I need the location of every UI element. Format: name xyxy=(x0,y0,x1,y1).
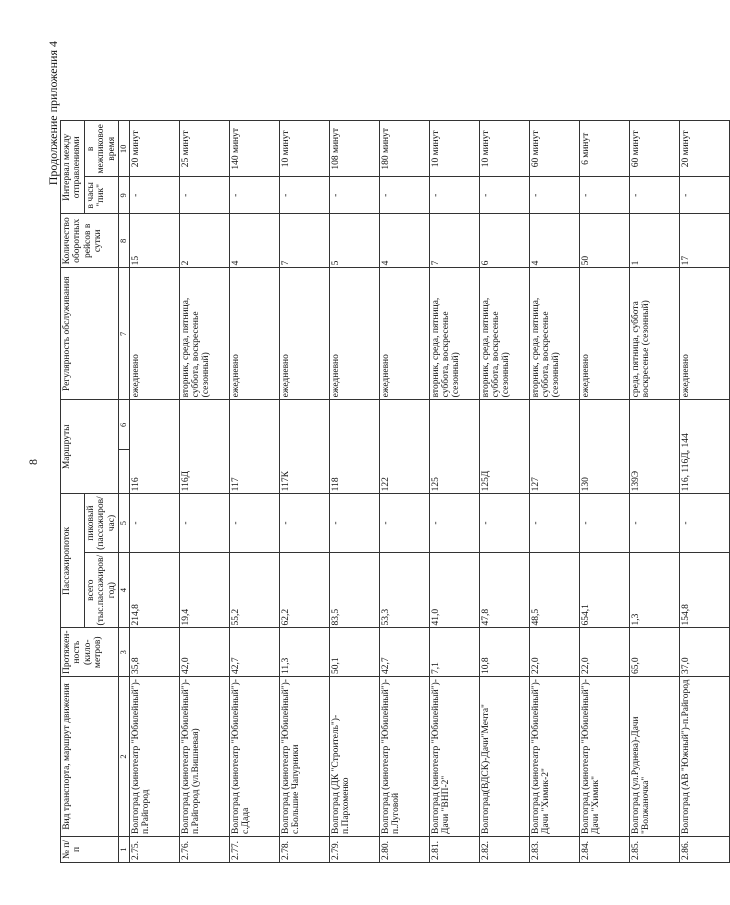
row-route: Волгоград (кинотеатр "Юбилейный")-п.Райгород xyxy=(129,677,179,837)
row-interval-offpeak: 140 минут xyxy=(229,121,279,177)
table-row xyxy=(129,121,179,863)
row-trips: 5 xyxy=(329,214,379,268)
row-route: Волгоград (кинотеатр "Юбилейный")-с.Большие Чапурники xyxy=(279,677,329,837)
row-interval-peak: - xyxy=(129,177,179,214)
row-interval-offpeak: 10 минут xyxy=(479,121,529,177)
row-number: 2.83. xyxy=(529,837,579,863)
col-number: 3 xyxy=(119,628,129,677)
row-regularity: вторник, среда, пятница, суббота, воскресенье (сезонный) xyxy=(429,268,479,400)
row-route: Волгоград (кинотеатр "Юбилейный")-п.Райгород (ул.Вишневая) xyxy=(179,677,229,837)
row-total: 62,2 xyxy=(279,552,329,628)
row-interval-offpeak: 10 минут xyxy=(429,121,479,177)
header-trips: Количество оборотных рейсов в сутки xyxy=(61,214,119,268)
row-length: 42,7 xyxy=(379,628,429,677)
row-total: 53,3 xyxy=(379,552,429,628)
row-routes: 139Э xyxy=(629,400,679,494)
row-length: 65,0 xyxy=(629,628,679,677)
row-route: Волгоград (ул.Руднева)-Дачи "Волжаночка" xyxy=(629,677,679,837)
row-peak: - xyxy=(529,494,579,553)
row-total: 47,8 xyxy=(479,552,529,628)
row-route: Волгоград (кинотеатр "Юбилейный")-Дачи "ВНП-2" xyxy=(429,677,479,837)
row-routes: 116 xyxy=(129,400,179,494)
row-total: 19,4 xyxy=(179,552,229,628)
header-interval-peak: в часы "пик" xyxy=(84,177,118,214)
row-route: Волгоград (кинотеатр "Юбилейный")-п.Луговой xyxy=(379,677,429,837)
row-route: Волгоград (АВ "Южный")-п.Райгород xyxy=(679,677,729,837)
row-interval-offpeak: 180 минут xyxy=(379,121,429,177)
row-peak: - xyxy=(479,494,529,553)
row-length: 7,1 xyxy=(429,628,479,677)
row-number: 2.85. xyxy=(629,837,679,863)
row-number: 2.77. xyxy=(229,837,279,863)
row-peak: - xyxy=(179,494,229,553)
row-interval-peak: - xyxy=(229,177,279,214)
row-number: 2.81. xyxy=(429,837,479,863)
row-peak: - xyxy=(579,494,629,553)
row-trips: 7 xyxy=(429,214,479,268)
row-routes: 125 xyxy=(429,400,479,494)
col-number: 5 xyxy=(119,494,129,553)
table-row xyxy=(629,121,679,863)
col-number: 8 xyxy=(119,214,129,268)
row-interval-peak: - xyxy=(179,177,229,214)
col-number: 9 xyxy=(119,177,129,214)
row-trips: 6 xyxy=(479,214,529,268)
row-route: Волгоград(ВДСК)-Дачи"Мечта" xyxy=(479,677,529,837)
header-interval-offpeak: в межпиковое время xyxy=(84,121,118,177)
col-number xyxy=(119,450,129,494)
header-peak: пиковый (пассажиров/час) xyxy=(84,494,118,553)
row-regularity: ежедневно xyxy=(279,268,329,400)
continuation-title: Продолжение приложения 4 xyxy=(46,41,60,186)
row-routes: 116, 116Д, 144 xyxy=(679,400,729,494)
col-number: 6 xyxy=(119,400,129,450)
header-num: № п/п xyxy=(61,837,119,863)
row-length: 11,3 xyxy=(279,628,329,677)
row-trips: 4 xyxy=(379,214,429,268)
row-trips: 4 xyxy=(229,214,279,268)
page-number: 8 xyxy=(26,459,40,465)
table-row xyxy=(329,121,379,863)
table-body xyxy=(129,121,729,863)
row-number: 2.79. xyxy=(329,837,379,863)
row-routes: 117К xyxy=(279,400,329,494)
table-row xyxy=(529,121,579,863)
col-number: 4 xyxy=(119,552,129,628)
row-routes: 125Д xyxy=(479,400,529,494)
row-total: 154,8 xyxy=(679,552,729,628)
header-total: всего (тыс.пассажиров/год) xyxy=(84,552,118,628)
row-trips: 17 xyxy=(679,214,729,268)
col-number: 2 xyxy=(119,677,129,837)
table-row xyxy=(479,121,529,863)
row-routes: 127 xyxy=(529,400,579,494)
row-length: 35,8 xyxy=(129,628,179,677)
row-length: 37,0 xyxy=(679,628,729,677)
row-interval-offpeak: 25 минут xyxy=(179,121,229,177)
row-length: 42,0 xyxy=(179,628,229,677)
row-trips: 15 xyxy=(129,214,179,268)
row-number: 2.75. xyxy=(129,837,179,863)
row-regularity: ежедневно xyxy=(329,268,379,400)
row-regularity: ежедневно xyxy=(229,268,279,400)
row-interval-offpeak: 60 минут xyxy=(529,121,579,177)
row-routes: 118 xyxy=(329,400,379,494)
row-routes: 116Д xyxy=(179,400,229,494)
col-number: 7 xyxy=(119,268,129,400)
header-length: Протяжен-ность (кило-метров) xyxy=(61,628,119,677)
row-total: 48,5 xyxy=(529,552,579,628)
col-number: 10 xyxy=(119,121,129,177)
row-interval-peak: - xyxy=(329,177,379,214)
row-trips: 1 xyxy=(629,214,679,268)
row-peak: - xyxy=(679,494,729,553)
row-route: Волгоград (кинотеатр "Юбилейный")-с.Дада xyxy=(229,677,279,837)
row-number: 2.76. xyxy=(179,837,229,863)
row-regularity: вторник, среда, пятница, суббота, воскресенье (сезонный) xyxy=(179,268,229,400)
table-row xyxy=(229,121,279,863)
row-regularity: ежедневно xyxy=(679,268,729,400)
row-interval-peak: - xyxy=(429,177,479,214)
row-interval-offpeak: 20 минут xyxy=(129,121,179,177)
row-interval-offpeak: 108 минут xyxy=(329,121,379,177)
row-length: 10,8 xyxy=(479,628,529,677)
header-route: Вид транспорта, маршрут движения xyxy=(61,677,119,837)
row-interval-offpeak: 10 минут xyxy=(279,121,329,177)
row-number: 2.78. xyxy=(279,837,329,863)
table-row xyxy=(179,121,229,863)
col-number: 1 xyxy=(119,837,129,863)
table-row xyxy=(579,121,629,863)
row-interval-peak: - xyxy=(279,177,329,214)
row-regularity: ежедневно xyxy=(379,268,429,400)
row-peak: - xyxy=(329,494,379,553)
routes-table xyxy=(60,120,730,863)
row-interval-peak: - xyxy=(629,177,679,214)
row-length: 22,0 xyxy=(579,628,629,677)
row-interval-peak: - xyxy=(679,177,729,214)
row-route: Волгоград (кинотеатр "Юбилейный")-Дачи "Химик-2" xyxy=(529,677,579,837)
header-passenger-flow: Пассажиропоток xyxy=(61,494,85,628)
row-interval-peak: - xyxy=(379,177,429,214)
row-interval-peak: - xyxy=(479,177,529,214)
row-routes: 122 xyxy=(379,400,429,494)
row-number: 2.86. xyxy=(679,837,729,863)
row-number: 2.82. xyxy=(479,837,529,863)
header-routes: Маршруты xyxy=(61,400,119,494)
row-regularity: среда, пятница, суббота воскресенье (сезонный) xyxy=(629,268,679,400)
row-total: 654,1 xyxy=(579,552,629,628)
row-peak: - xyxy=(629,494,679,553)
row-interval-offpeak: 20 минут xyxy=(679,121,729,177)
row-interval-offpeak: 60 минут xyxy=(629,121,679,177)
header-interval: Интервал между отправлениями xyxy=(61,121,85,214)
table-row xyxy=(679,121,729,863)
row-trips: 7 xyxy=(279,214,329,268)
row-length: 22,0 xyxy=(529,628,579,677)
row-trips: 4 xyxy=(529,214,579,268)
row-regularity: ежедневно xyxy=(129,268,179,400)
row-regularity: ежедневно xyxy=(579,268,629,400)
table-row xyxy=(279,121,329,863)
row-peak: - xyxy=(229,494,279,553)
row-number: 2.80. xyxy=(379,837,429,863)
row-peak: - xyxy=(379,494,429,553)
row-interval-offpeak: 6 минут xyxy=(579,121,629,177)
row-regularity: вторник, среда, пятница, суббота, воскресенье (сезонный) xyxy=(479,268,529,400)
row-length: 42,7 xyxy=(229,628,279,677)
row-total: 55,2 xyxy=(229,552,279,628)
row-number: 2.84. xyxy=(579,837,629,863)
row-interval-peak: - xyxy=(529,177,579,214)
row-route: Волгоград (кинотеатр "Юбилейный")-Дачи "Химик" xyxy=(579,677,629,837)
row-length: 50,1 xyxy=(329,628,379,677)
row-total: 41,0 xyxy=(429,552,479,628)
row-route: Волгоград (ДК "Строитель")-п.Пархоменко xyxy=(329,677,379,837)
table-row xyxy=(429,121,479,863)
row-routes: 130 xyxy=(579,400,629,494)
row-interval-peak: - xyxy=(579,177,629,214)
row-trips: 2 xyxy=(179,214,229,268)
row-peak: - xyxy=(429,494,479,553)
row-total: 214,8 xyxy=(129,552,179,628)
row-routes: 117 xyxy=(229,400,279,494)
row-peak: - xyxy=(129,494,179,553)
row-regularity: вторник, среда, пятница, суббота, воскресенье (сезонный) xyxy=(529,268,579,400)
row-peak: - xyxy=(279,494,329,553)
row-total: 1,3 xyxy=(629,552,679,628)
row-trips: 50 xyxy=(579,214,629,268)
table-row xyxy=(379,121,429,863)
header-regularity: Регулярность обслуживания xyxy=(61,268,119,400)
row-total: 83,5 xyxy=(329,552,379,628)
